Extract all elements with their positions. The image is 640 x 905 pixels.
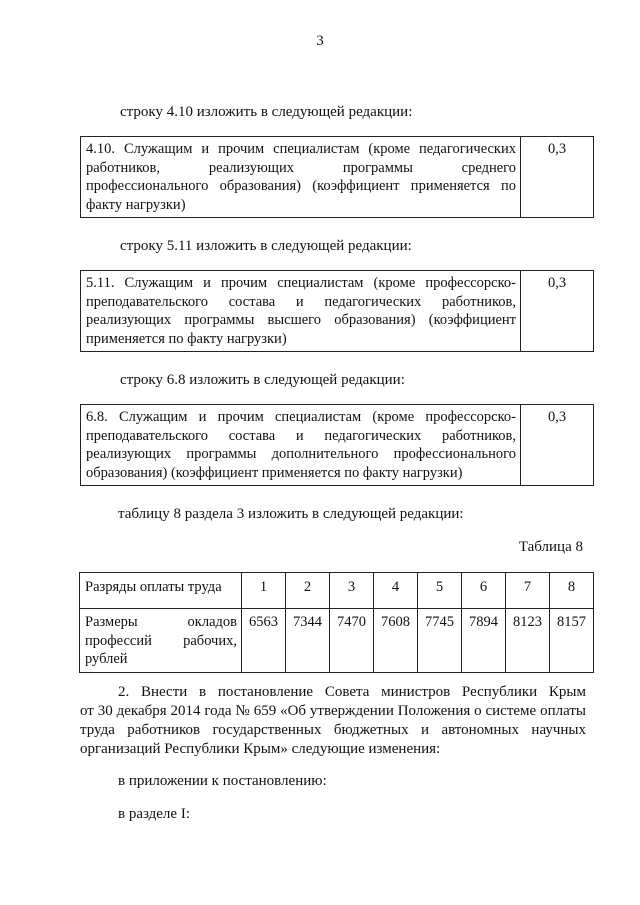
row-text-line: реализующих программы высшего образования) (коэффициент bbox=[86, 312, 516, 328]
row-value-cell: 0,3 bbox=[521, 405, 594, 486]
row-text-line: реализующих программы дополнительного профессионального bbox=[86, 446, 516, 462]
grade-cell: 1 bbox=[242, 573, 286, 609]
salary-cell: 7894 bbox=[462, 609, 506, 673]
paragraph-line: организаций Республики Крым» следующие изменения: bbox=[80, 741, 441, 757]
section-intro: строку 5.11 изложить в следующей редакции: bbox=[120, 238, 412, 254]
row-text-cell bbox=[81, 137, 521, 218]
salary-label-line: профессий рабочих, bbox=[85, 632, 237, 649]
row-text-line: преподавательского состава и педагогических работников, bbox=[86, 427, 516, 444]
grade-header-label: Разряды оплаты труда bbox=[80, 573, 242, 609]
paragraph-line: 2. Внести в постановление Совета министров Республики Крым bbox=[118, 684, 586, 700]
table-row bbox=[80, 609, 594, 673]
salary-cell: 7470 bbox=[330, 609, 374, 673]
salary-cell: 7745 bbox=[418, 609, 462, 673]
salary-cell: 6563 bbox=[242, 609, 286, 673]
table8-caption: Таблица 8 bbox=[518, 539, 583, 555]
section-line: в разделе I: bbox=[118, 806, 190, 822]
grade-cell: 3 bbox=[330, 573, 374, 609]
salary-cell: 7344 bbox=[286, 609, 330, 673]
paragraph-line: труда работников государственных бюджетных и автономных научных bbox=[80, 722, 586, 738]
salary-cell: 8157 bbox=[550, 609, 594, 673]
row-text-line: 6.8. Служащим и прочим специалистам (кроме профессорско- bbox=[86, 409, 516, 425]
salary-cell: 7608 bbox=[374, 609, 418, 673]
section-intro: строку 4.10 изложить в следующей редакции: bbox=[120, 104, 413, 120]
row-text-line: 5.11. Служащим и прочим специалистам (кроме профессорско- bbox=[86, 275, 516, 291]
grade-cell: 6 bbox=[462, 573, 506, 609]
section-intro: строку 6.8 изложить в следующей редакции: bbox=[120, 372, 405, 388]
row-text-line: профессионального образования) (коэффициент применяется по bbox=[86, 178, 516, 194]
grade-cell: 5 bbox=[418, 573, 462, 609]
row-text-line: факту нагрузки) bbox=[86, 196, 186, 213]
row-text-cell bbox=[81, 271, 521, 352]
appendix-line: в приложении к постановлению: bbox=[118, 773, 327, 789]
table-header-row bbox=[80, 573, 594, 609]
row-table bbox=[80, 136, 594, 218]
row-text-line: работников, реализующих программы среднего bbox=[86, 159, 516, 176]
grade-cell: 2 bbox=[286, 573, 330, 609]
row-value-cell: 0,3 bbox=[521, 271, 594, 352]
row-table bbox=[80, 404, 594, 486]
table8-intro: таблицу 8 раздела 3 изложить в следующей редакции: bbox=[118, 506, 464, 522]
salary-label-line: рублей bbox=[85, 651, 128, 667]
page-number: 3 bbox=[316, 33, 324, 49]
paragraph-line: от 30 декабря 2014 года № 659 «Об утверждении Положения о системе оплаты bbox=[80, 703, 586, 719]
row-table bbox=[80, 270, 594, 352]
row-text-cell bbox=[81, 405, 521, 486]
row-text-line: применяется по факту нагрузки) bbox=[86, 330, 287, 347]
salary-cell: 8123 bbox=[506, 609, 550, 673]
row-value-cell: 0,3 bbox=[521, 137, 594, 218]
salary-row-label bbox=[80, 609, 242, 673]
paragraph-2 bbox=[80, 683, 586, 759]
row-text-line: преподавательского состава и педагогических работников, bbox=[86, 293, 516, 310]
grade-cell: 7 bbox=[506, 573, 550, 609]
grade-cell: 8 bbox=[550, 573, 594, 609]
row-text-line: 4.10. Служащим и прочим специалистам (кроме педагогических bbox=[86, 141, 516, 157]
salary-table bbox=[79, 572, 594, 673]
salary-label-line: Размеры окладов bbox=[85, 614, 237, 630]
row-text-line: образования) (коэффициент применяется по факту нагрузки) bbox=[86, 464, 463, 481]
grade-cell: 4 bbox=[374, 573, 418, 609]
